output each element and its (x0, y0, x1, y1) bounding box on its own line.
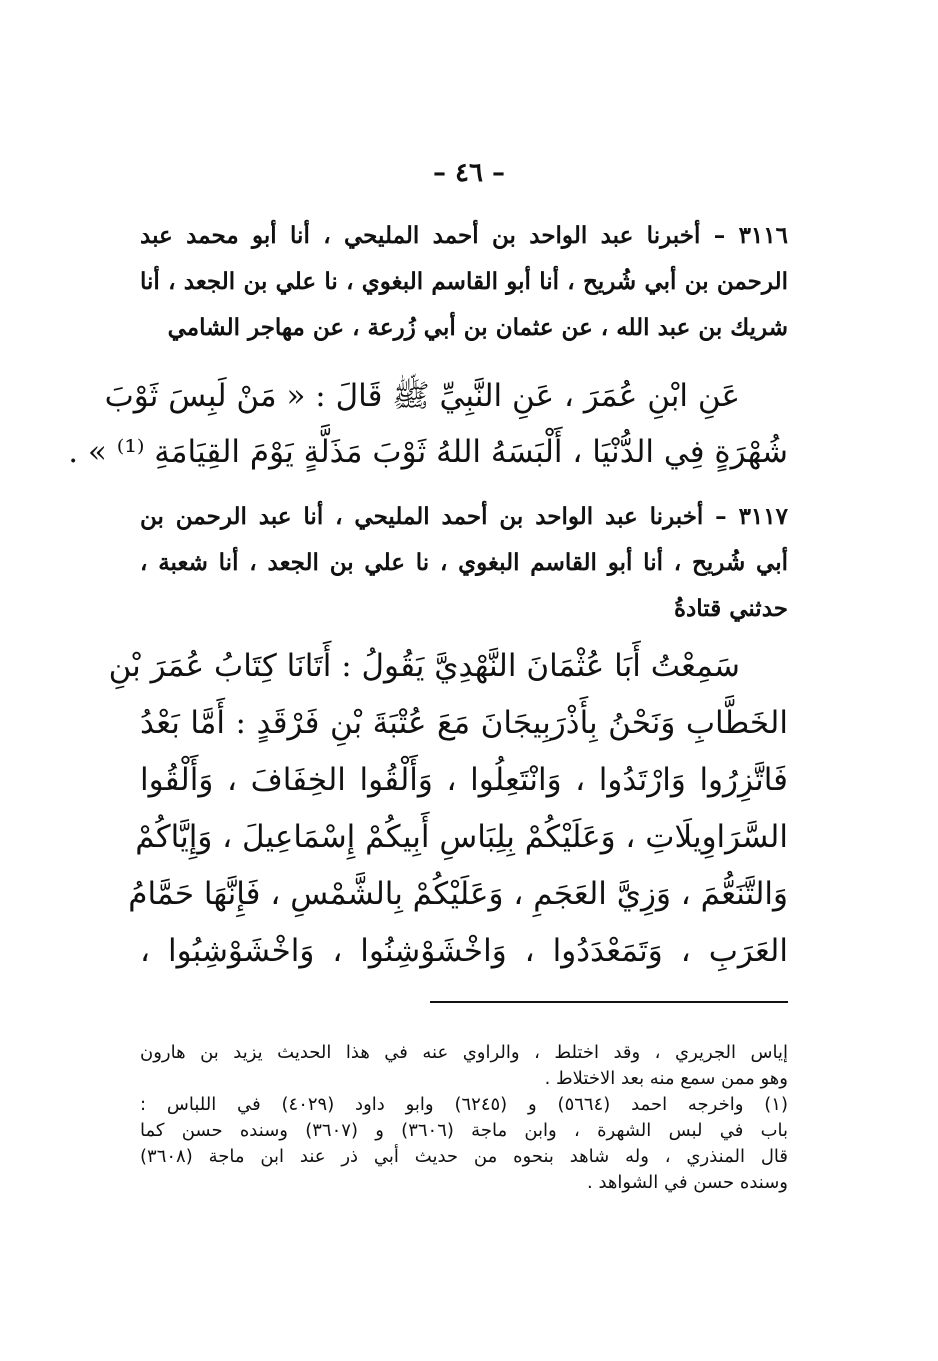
footnote-line: وسنده حسن في الشواهد . (587, 1172, 788, 1193)
footnote-line: قال المنذري ، وله شاهد بنحوه من حديث أبي ذر عند ابن ماجة (٣٦٠٨) (140, 1146, 788, 1167)
isnad-line: ٣١١٧ – أخبرنا عبد الواحد بن أحمد المليحي ، أنا عبد الرحمن بن (140, 503, 788, 530)
matn-line: الخَطَّابِ وَنَحْنُ بِأَذْرَبِيجَانَ مَعَ عُتْبَةَ بْنِ فَرْقَدٍ : أَمَّا بَعْدُ (140, 705, 788, 741)
footnote-divider (430, 1001, 788, 1003)
matn-line: وَالتَّنَعُّمَ ، وَزِيَّ العَجَمِ ، وَعَلَيْكُمْ بِالشَّمْسِ ، فَإِنَّهَا حَمَّامُ (128, 876, 788, 912)
hadith-3116-isnad (140, 213, 788, 351)
isnad-line: حدثني قتادةُ (673, 595, 788, 622)
isnad-line: شريك بن عبد الله ، عن عثمان بن أبي زُرعة ، عن مهاجر الشامي (167, 314, 788, 341)
isnad-line: أبي شُريح ، أنا أبو القاسم البغوي ، نا علي بن الجعد ، أنا شعبة ، (140, 549, 788, 576)
matn-line: شُهْرَةٍ فِي الدُّنْيَا ، أَلْبَسَهُ اللهُ ثَوْبَ مَذَلَّةٍ يَوْمَ القِيَامَةِ ⁽¹⁾ » . (68, 434, 788, 470)
footnote-line: وهو ممن سمع منه بعد الاختلاط . (544, 1068, 788, 1089)
footnotes (140, 1040, 788, 1196)
matn-line: العَرَبِ ، وَتَمَعْدَدُوا ، وَاخْشَوْشِنُوا ، وَاخْشَوْشِبُوا ، (140, 933, 788, 969)
isnad-line: ٣١١٦ – أخبرنا عبد الواحد بن أحمد المليحي ، أنا أبو محمد عبد (140, 222, 788, 249)
footnote-line: باب في لبس الشهرة ، وابن ماجة (٣٦٠٦) و (٣٦٠٧) وسنده حسن كما (140, 1120, 789, 1141)
matn-line: عَنِ ابْنِ عُمَرَ ، عَنِ النَّبِيِّ ﷺ قَالَ : « مَنْ لَبِسَ ثَوْبَ (104, 378, 740, 414)
isnad-line: الرحمن بن أبي شُريح ، أنا أبو القاسم البغوي ، نا علي بن الجعد ، أنا (140, 268, 788, 295)
hadith-3117-isnad (140, 494, 788, 632)
matn-line: السَّرَاوِيلَاتِ ، وَعَلَيْكُمْ بِلِبَاسِ أَبِيكُمْ إِسْمَاعِيلَ ، وَإِيَّاكُمْ (135, 819, 788, 855)
page-number: – ٤٦ – (432, 158, 506, 188)
footnote-line: (١) واخرجه احمد (٥٦٦٤) و (٦٢٤٥) وابو داود (٤٠٢٩) في اللباس : (140, 1094, 788, 1115)
matn-line: سَمِعْتُ أَبَا عُثْمَانَ النَّهْدِيَّ يَقُولُ : أَتَانَا كِتَابُ عُمَرَ بْنِ (108, 648, 740, 684)
hadith-3116-matn (68, 368, 788, 480)
matn-line: فَاتَّزِرُوا وَارْتَدُوا ، وَانْتَعِلُوا ، وَأَلْقُوا الخِفَافَ ، وَأَلْقُوا (140, 762, 788, 798)
footnote-line: إياس الجريري ، وقد اختلط ، والراوي عنه في هذا الحديث يزيد بن هارون (140, 1042, 788, 1063)
hadith-3117-matn (108, 638, 788, 980)
